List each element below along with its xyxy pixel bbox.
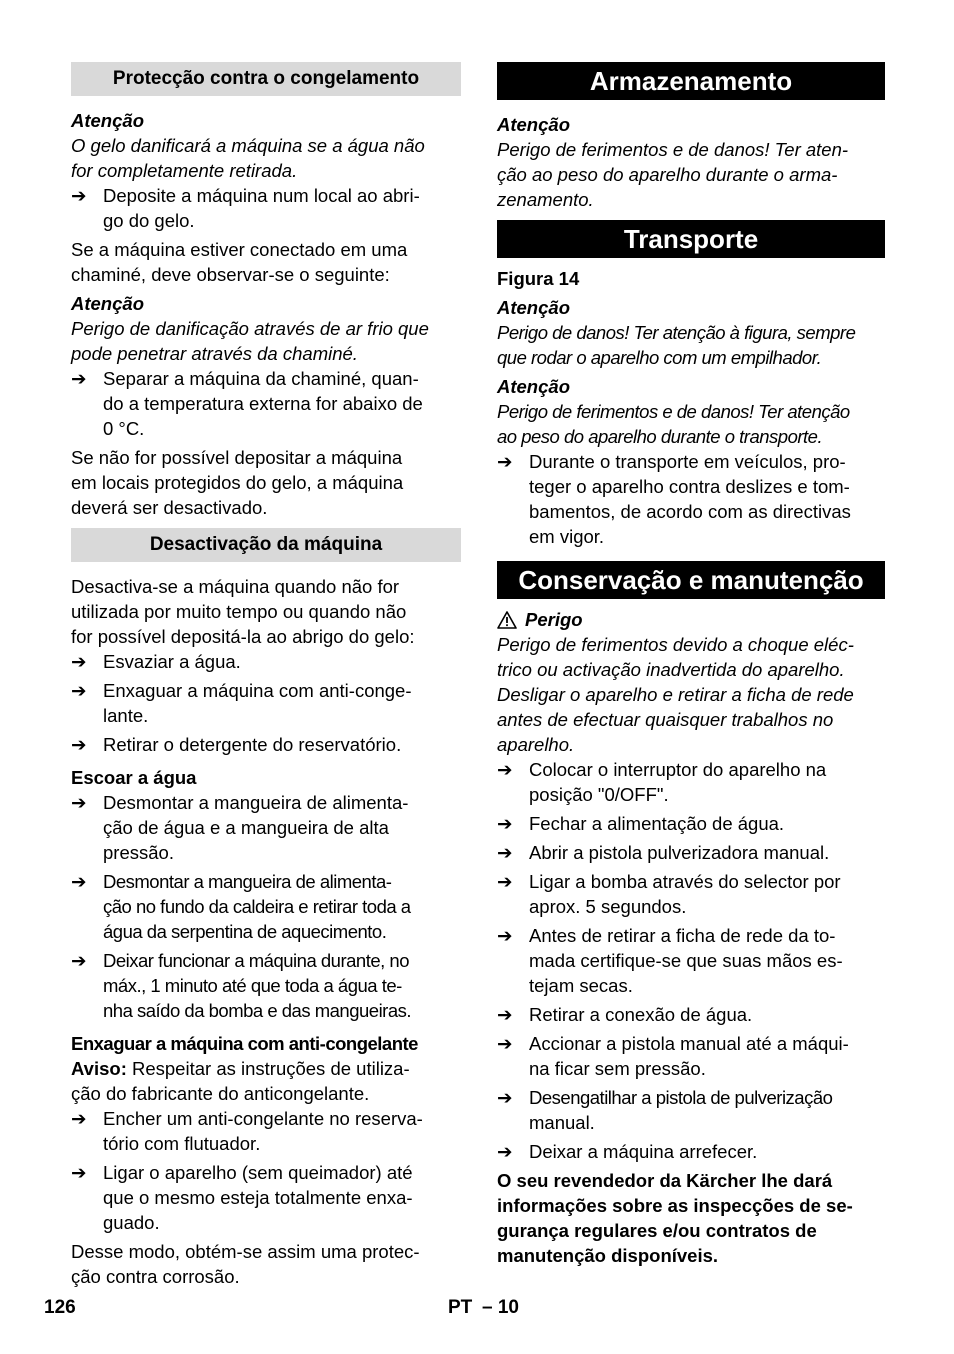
- text-line: do a temperatura externa for abaixo de: [103, 393, 423, 414]
- text-line: Accionar a pistola manual até a máqui-: [529, 1033, 849, 1054]
- text-line: teger o aparelho contra deslizes e tom-: [529, 476, 850, 497]
- notice-label: Aviso:: [71, 1058, 127, 1079]
- text-line: Esvaziar a água.: [103, 651, 241, 672]
- left-column: [71, 62, 461, 1289]
- notice-text: Respeitar as instruções de utiliza-: [126, 1058, 410, 1079]
- arrow-right-icon: ➔: [71, 680, 87, 701]
- text-line: deverá ser desactivado.: [71, 497, 268, 518]
- instruction-step: [71, 678, 461, 728]
- instruction-step: [497, 923, 885, 998]
- instruction-step: [497, 869, 885, 919]
- text-line: Ligar o aparelho (sem queimador) até: [103, 1162, 413, 1183]
- instruction-step: [71, 183, 461, 233]
- frost-protection-heading: Protecção contra o congelamento: [71, 62, 461, 96]
- text-line: Desmontar a mangueira de alimenta-: [103, 792, 409, 813]
- text-line: Ligar a bomba através do selector por: [529, 871, 841, 892]
- language-code: PT: [448, 1297, 473, 1318]
- text-line: Desmontar a mangueira de alimenta-: [103, 871, 392, 892]
- text-line: go do gelo.: [103, 210, 195, 231]
- text-line: Deixar a máquina arrefecer.: [529, 1141, 758, 1162]
- arrow-right-icon: ➔: [71, 871, 87, 892]
- text-line: Deixar funcionar a máquina durante, no: [103, 950, 409, 971]
- arrow-right-icon: ➔: [497, 842, 513, 863]
- instruction-step: [497, 811, 885, 836]
- text-line: Se não for possível depositar a máquina: [71, 447, 403, 468]
- text-line: aprox. 5 segundos.: [529, 896, 687, 917]
- arrow-right-icon: ➔: [497, 925, 513, 946]
- instruction-step: [71, 732, 461, 757]
- text-line: em vigor.: [529, 526, 605, 547]
- text-line: Perigo de danos! Ter atenção à figura, sempre: [497, 322, 856, 343]
- text-line: Separar a máquina da chaminé, quan-: [103, 368, 419, 389]
- arrow-right-icon: ➔: [71, 792, 87, 813]
- attention-text: [497, 320, 885, 370]
- arrow-right-icon: ➔: [497, 1141, 513, 1162]
- instruction-step: [497, 1031, 885, 1081]
- text-line: ção ao peso do aparelho durante o arma-: [497, 164, 838, 185]
- chimney-intro: [71, 237, 461, 287]
- right-column: [497, 62, 885, 1268]
- text-line: Retirar a conexão de água.: [529, 1004, 753, 1025]
- attention-text: [497, 399, 885, 449]
- text-line: Retirar o detergente do reservatório.: [103, 734, 402, 755]
- instruction-step: [71, 366, 461, 441]
- text-line: Desactiva-se a máquina quando não for: [71, 576, 400, 597]
- text-line: água da serpentina de aquecimento.: [103, 921, 387, 942]
- danger-text-label: Perigo: [525, 609, 583, 630]
- text-line: Se a máquina estiver conectado em uma: [71, 239, 408, 260]
- text-line: Desse modo, obtém-se assim uma protec-: [71, 1241, 420, 1262]
- text-line: Abrir a pistola pulverizadora manual.: [529, 842, 830, 863]
- warning-triangle-icon: [497, 611, 517, 629]
- text-line: Perigo de ferimentos e de danos! Ter aten-: [497, 139, 849, 160]
- frost-note: [71, 445, 461, 520]
- arrow-right-icon: ➔: [71, 734, 87, 755]
- rinse-note: [71, 1239, 461, 1289]
- drain-water-heading: Escoar a água: [71, 767, 197, 788]
- arrow-right-icon: ➔: [497, 1033, 513, 1054]
- text-line: Desligar o aparelho e retirar a ficha de rede: [497, 684, 854, 705]
- deactivation-intro: [71, 574, 461, 649]
- instruction-step: [497, 1002, 885, 1027]
- page-number: 126: [44, 1297, 76, 1318]
- danger-label: [497, 607, 885, 632]
- text-line: lante.: [103, 705, 149, 726]
- arrow-right-icon: ➔: [71, 950, 87, 971]
- text-line: trico ou activação inadvertida do aparelho.: [497, 659, 845, 680]
- instruction-step: [71, 948, 461, 1023]
- text-line: ção do fabricante do anticongelante.: [71, 1083, 370, 1104]
- attention-label: Atenção: [497, 114, 570, 135]
- text-line: guado.: [103, 1212, 160, 1233]
- instruction-step: [71, 790, 461, 865]
- attention-label: Atenção: [497, 376, 570, 397]
- text-line: posição "0/OFF".: [529, 784, 669, 805]
- text-line: tejam secas.: [529, 975, 633, 996]
- text-line: informações sobre as inspecções de se-: [497, 1195, 853, 1216]
- instruction-step: [497, 1139, 885, 1164]
- attention-text: [497, 137, 885, 212]
- maintenance-heading: Conservação e manutenção: [497, 561, 885, 599]
- arrow-right-icon: ➔: [71, 1162, 87, 1183]
- text-line: Perigo de ferimentos devido a choque eléc-: [497, 634, 854, 655]
- instruction-step: [71, 1160, 461, 1235]
- text-line: zenamento.: [497, 189, 594, 210]
- arrow-right-icon: ➔: [497, 813, 513, 834]
- section-page-number: – 10: [482, 1297, 519, 1318]
- arrow-right-icon: ➔: [497, 1087, 513, 1108]
- arrow-right-icon: ➔: [497, 1004, 513, 1025]
- arrow-right-icon: ➔: [71, 185, 87, 206]
- text-line: aparelho.: [497, 734, 575, 755]
- text-line: 0 °C.: [103, 418, 145, 439]
- text-line: em locais protegidos do gelo, a máquina: [71, 472, 404, 493]
- text-line: manutenção disponíveis.: [497, 1245, 719, 1266]
- text-line: utilizada por muito tempo ou quando não: [71, 601, 407, 622]
- attention-label: Atenção: [71, 293, 144, 314]
- text-line: ção no fundo da caldeira e retirar toda a: [103, 896, 411, 917]
- storage-heading: Armazenamento: [497, 62, 885, 100]
- deactivation-heading: Desactivação da máquina: [71, 528, 461, 562]
- instruction-step: [71, 1106, 461, 1156]
- instruction-step: [71, 869, 461, 944]
- text-line: O seu revendedor da Kärcher lhe dará: [497, 1170, 833, 1191]
- text-line: Deposite a máquina num local ao abri-: [103, 185, 420, 206]
- instruction-step: [497, 757, 885, 807]
- text-line: Fechar a alimentação de água.: [529, 813, 785, 834]
- text-line: Antes de retirar a ficha de rede da to-: [529, 925, 836, 946]
- arrow-right-icon: ➔: [497, 451, 513, 472]
- instruction-step: [497, 1085, 885, 1135]
- dealer-note: [497, 1168, 885, 1268]
- figure-reference: Figura 14: [497, 268, 580, 289]
- attention-label: Atenção: [71, 110, 144, 131]
- text-line: ção de água e a mangueira de alta: [103, 817, 389, 838]
- arrow-right-icon: ➔: [71, 1108, 87, 1129]
- transport-heading: Transporte: [497, 220, 885, 258]
- attention-label: Atenção: [497, 297, 570, 318]
- text-line: chaminé, deve observar-se o seguinte:: [71, 264, 390, 285]
- text-line: manual.: [529, 1112, 595, 1133]
- instruction-step: [71, 649, 461, 674]
- text-line: Desengatilhar a pistola de pulverização: [529, 1087, 833, 1108]
- text-line: na ficar sem pressão.: [529, 1058, 706, 1079]
- danger-text: [497, 632, 885, 757]
- text-line: Colocar o interruptor do aparelho na: [529, 759, 827, 780]
- arrow-right-icon: ➔: [71, 368, 87, 389]
- text-line: ção contra corrosão.: [71, 1266, 240, 1287]
- text-line: Durante o transporte em veículos, pro-: [529, 451, 846, 472]
- instruction-step: [497, 449, 885, 549]
- text-line: que o mesmo esteja totalmente enxa-: [103, 1187, 413, 1208]
- text-line: O gelo danificará a máquina se a água não: [71, 135, 425, 156]
- text-line: tório com flutuador.: [103, 1133, 261, 1154]
- text-line: Enxaguar a máquina com anti-conge-: [103, 680, 412, 701]
- notice-paragraph: [71, 1056, 461, 1106]
- arrow-right-icon: ➔: [497, 871, 513, 892]
- instruction-step: [497, 840, 885, 865]
- text-line: Encher um anti-congelante no reserva-: [103, 1108, 423, 1129]
- attention-text: [71, 316, 461, 366]
- rinse-antifreeze-heading: Enxaguar a máquina com anti-congelante: [71, 1033, 418, 1054]
- attention-text: [71, 133, 461, 183]
- arrow-right-icon: ➔: [71, 651, 87, 672]
- text-line: gurança regulares e/ou contratos de: [497, 1220, 817, 1241]
- text-line: pressão.: [103, 842, 174, 863]
- text-line: for possível depositá-la ao abrigo do gelo:: [71, 626, 415, 647]
- text-line: que rodar o aparelho com um empilhador.: [497, 347, 822, 368]
- text-line: Perigo de ferimentos e de danos! Ter atenção: [497, 401, 850, 422]
- text-line: bamentos, de acordo com as directivas: [529, 501, 851, 522]
- text-line: pode penetrar através da chaminé.: [71, 343, 358, 364]
- text-line: for completamente retirada.: [71, 160, 298, 181]
- arrow-right-icon: ➔: [497, 759, 513, 780]
- text-line: mada certifique-se que suas mãos es-: [529, 950, 843, 971]
- text-line: Perigo de danificação através de ar frio que: [71, 318, 429, 339]
- text-line: ao peso do aparelho durante o transporte.: [497, 426, 823, 447]
- text-line: antes de efectuar quaisquer trabalhos no: [497, 709, 834, 730]
- text-line: máx., 1 minuto até que toda a água te-: [103, 975, 402, 996]
- text-line: nha saído da bomba e das mangueiras.: [103, 1000, 412, 1021]
